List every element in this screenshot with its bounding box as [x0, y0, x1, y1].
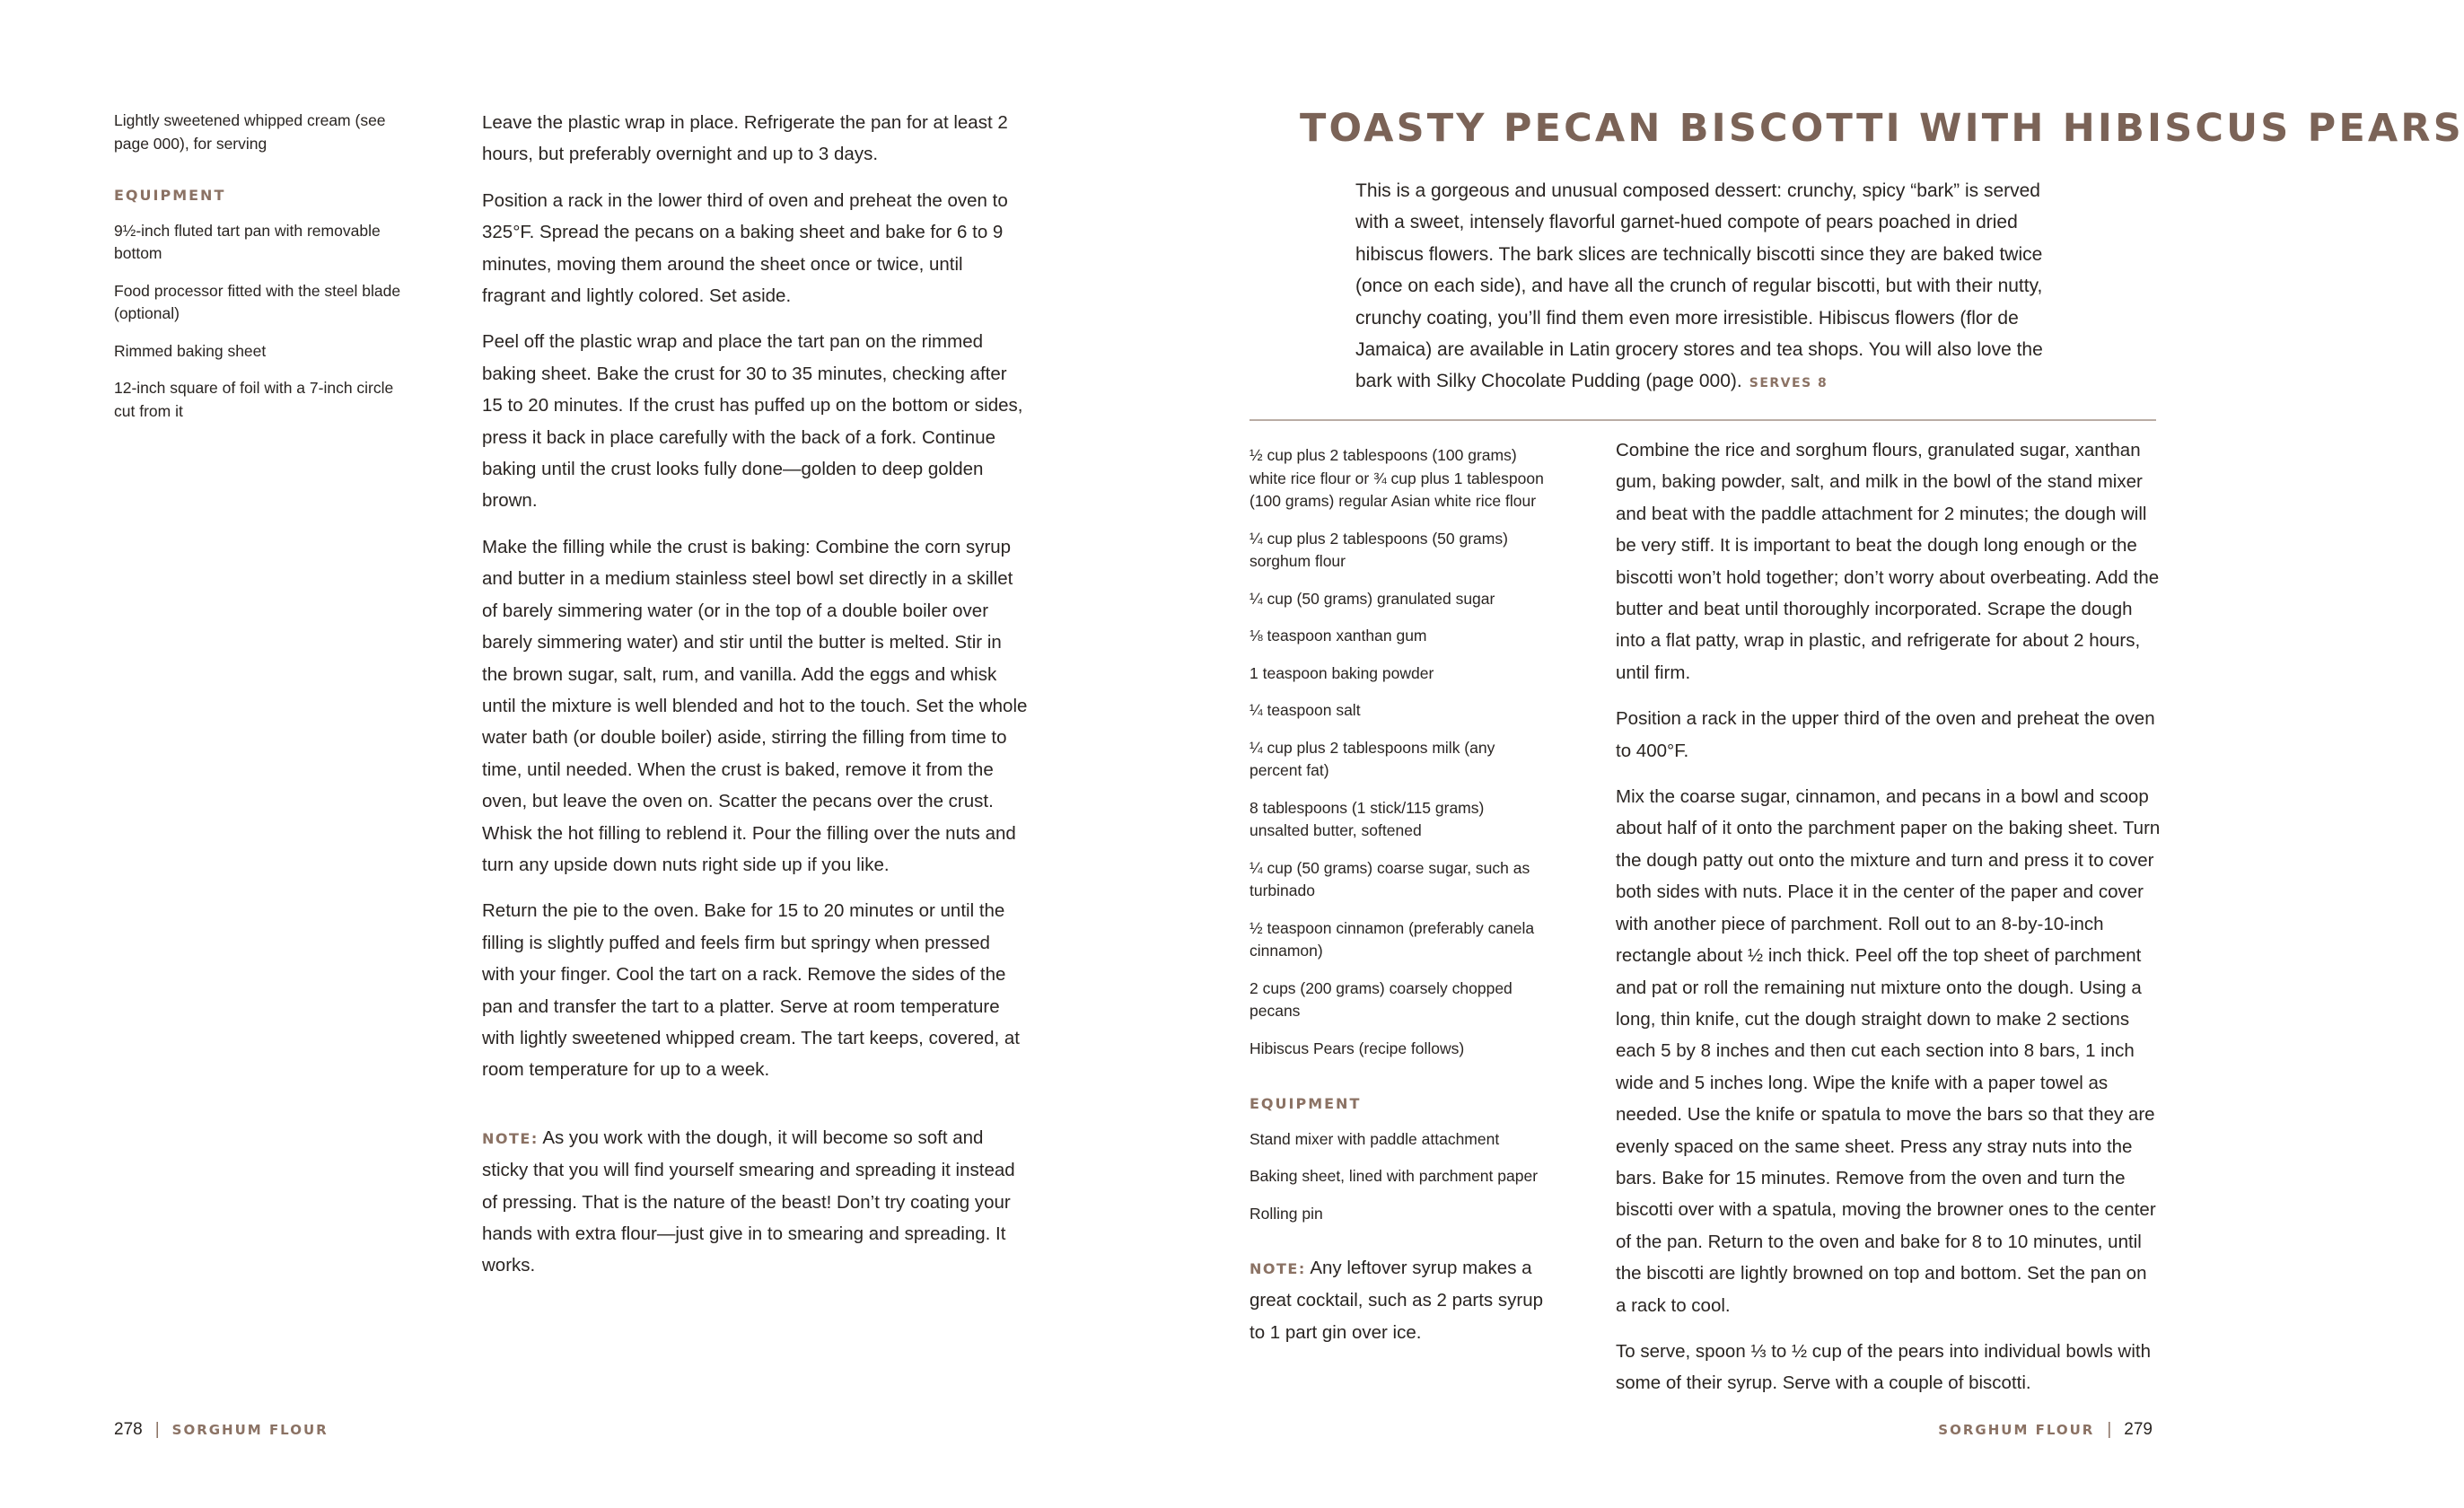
footer-separator: | [2107, 1420, 2112, 1439]
method-step: Combine the rice and sorghum flours, granulated sugar, xanthan gum, baking powder, salt, and milk in the bowl of the stand mixer and beat with the paddle attachment for 2 minutes; the dough will be very stiff. It is important to beat the dough long enough or the biscotti won’t hold together; don’t worry about overbeating. Add the butter and beat until thoroughly incorporated. Scrape the dough into a flat patty, wrap in plastic, and refrigerate for about 2 hours, until firm. [1616, 440, 2160, 683]
equipment-item: Stand mixer with paddle attachment [1250, 1129, 1500, 1148]
left-ingredients-column [114, 110, 415, 437]
recipe-intro [1355, 175, 2063, 400]
equipment-item: Baking sheet, lined with parchment paper [1250, 1167, 1539, 1185]
method-step: Make the filling while the crust is baking: Combine the corn syrup and butter in a medium stainless steel bowl set directly in a skillet of barely simmering water (or in the top of a double boiler over barely simmering water) and stir until the butter is melted. Stir in the brown sugar, salt, rum, and vanilla. Add the eggs and whisk until the mixture is well blended and hot to the touch. Set the whole water bath (or double boiler) aside, stirring the filling from time to time, until needed. When the crust is baked, remove it from the oven, but leave the oven on. Scatter the pecans over the crust. Whisk the hot filling to reblend it. Pour the filling over the nuts and turn any upside down nuts right side up if you like. [482, 536, 1028, 875]
note-text: Any leftover syrup makes a great cocktail, such as 2 parts syrup to 1 part gin over ice. [1250, 1258, 1544, 1343]
ingredient-item: ½ teaspoon cinnamon (preferably canela cinnamon) [1250, 918, 1535, 960]
left-footer [114, 1420, 329, 1440]
page-number: 279 [2124, 1420, 2153, 1439]
note-label: NOTE: [482, 1129, 539, 1147]
serves-label: SERVES 8 [1749, 376, 1828, 391]
method-step: Return the pie to the oven. Bake for 15 to 20 minutes or until the filling is slightly puffed and feels firm but springy when pressed with your finger. Cool the tart on a rack. Remove the sides of the pan and transfer the tart to a platter. Serve at room temperature with lightly sweetened whipped cream. The tart keeps, covered, at room temperature for up to a week. [482, 900, 1020, 1081]
left-method-column [482, 107, 1028, 1296]
method-step: Leave the plastic wrap in place. Refrigerate the pan for at least 2 hours, but preferably overnight and up to 3 days. [482, 112, 1008, 165]
equipment-heading: EQUIPMENT [114, 187, 226, 204]
section-name: SORGHUM FLOUR [1938, 1422, 2095, 1438]
section-name: SORGHUM FLOUR [171, 1422, 329, 1438]
right-footer [1938, 1420, 2153, 1440]
ingredient-item: ¼ cup plus 2 tablespoons milk (any percent fat) [1250, 738, 1495, 779]
ingredient-item: 2 cups (200 grams) coarsely chopped pecans [1250, 978, 1513, 1020]
ingredient-item: ¼ cup plus 2 tablespoons (50 grams) sorghum flour [1250, 529, 1508, 570]
method-step: Mix the coarse sugar, cinnamon, and pecans in a bowl and scoop about half of it onto the parchment paper on the baking sheet. Turn the dough patty out onto the mixture and turn and press it to cover both sides with nuts. Place it in the center of the paper and cover with another piece of parchment. Roll out to an 8-by-10-inch rectangle about ½ inch thick. Peel off the top sheet of parchment and pat or roll the remaining nut mixture onto the dough. Using a long, thin knife, cut the dough straight down to make 2 sections each 5 by 8 inches and then cut each section into 8 bars, 1 inch wide and 5 inches long. Wipe the knife with a paper towel as needed. Use the knife or spatula to move the bars so that they are evenly spaced on the same sheet. Press any stray nuts into the bars. Bake for 15 minutes. Remove from the oven and turn the biscotti over with a spatula, moving the browner ones to the center of the pan. Return to the oven and bake for 8 to 10 minutes, until the biscotti are lightly browned on top and bottom. Set the pan on a rack to cool. [1616, 786, 2161, 1316]
note [1250, 1252, 1555, 1348]
equipment-item: 9½-inch fluted tart pan with removable bottom [114, 221, 381, 262]
divider-rule [1250, 419, 2156, 421]
ingredient-item: ½ cup plus 2 tablespoons (100 grams) white rice flour or ¾ cup plus 1 tablespoon (100 grams) regular Asian white rice flour [1250, 446, 1544, 510]
equipment-item: 12-inch square of foil with a 7-inch circle cut from it [114, 379, 394, 420]
equipment-item: Food processor fitted with the steel blade (optional) [114, 281, 401, 322]
ingredient-item: 8 tablespoons (1 stick/115 grams) unsalted butter, softened [1250, 798, 1485, 839]
ingredient-item: ⅛ teaspoon xanthan gum [1250, 627, 1427, 644]
ingredient-item: Lightly sweetened whipped cream (see page 000), for serving [114, 111, 386, 153]
method-step: Position a rack in the upper third of the oven and preheat the oven to 400°F. [1616, 708, 2155, 761]
footer-separator: | [154, 1420, 160, 1439]
ingredient-item: 1 teaspoon baking powder [1250, 663, 1434, 682]
right-method-column [1616, 434, 2161, 1414]
ingredient-item: ¼ cup (50 grams) coarse sugar, such as turbinado [1250, 858, 1530, 899]
note [482, 1122, 1028, 1282]
right-ingredients-column [1250, 444, 1546, 1348]
note-text: As you work with the dough, it will become so soft and sticky that you will find yourself smearing and spreading it instead of pressing. That is the nature of the beast! Don’t try coating your hands with extra flour—just give in to smearing and spreading. It works. [482, 1127, 1015, 1276]
equipment-item: Rimmed baking sheet [114, 341, 267, 360]
equipment-heading: EQUIPMENT [1250, 1095, 1362, 1112]
method-step: Peel off the plastic wrap and place the tart pan on the rimmed baking sheet. Bake the crust for 30 to 35 minutes, checking after 15 to 20 minutes. If the crust has puffed up on the bottom or sides, press it back in place carefully with the back of a fork. Continue baking until the crust looks fully done—golden to deep golden brown. [482, 331, 1023, 512]
method-step: Position a rack in the lower third of oven and preheat the oven to 325°F. Spread the pecans on a baking sheet and bake for 6 to 9 minutes, moving them around the sheet once or twice, until fragrant and lightly colored. Set aside. [482, 189, 1008, 307]
ingredient-item: ¼ teaspoon salt [1250, 701, 1361, 719]
recipe-title: TOASTY PECAN BISCOTTI WITH HIBISCUS PEARS [1300, 106, 2464, 151]
note-label: NOTE: [1250, 1260, 1306, 1277]
intro-text: This is a gorgeous and unusual composed dessert: crunchy, spicy “bark” is served with a sweet, intensely flavorful garnet-hued compote of pears poached in dried hibiscus flowers. The bark slices are technically biscotti since they are baked twice (once on each side), and have all the crunch of regular biscotti, but with their nutty, crunchy coating, you’ll find them even more irresistible. Hibiscus flowers (flor de Jamaica) are available in Latin grocery stores and tea shops. You will also love the bark with Silky Chocolate Pudding (page 000). [1355, 180, 2043, 392]
ingredient-item: Hibiscus Pears (recipe follows) [1250, 1039, 1465, 1057]
ingredient-item: ¼ cup (50 grams) granulated sugar [1250, 589, 1495, 608]
method-step: To serve, spoon ⅓ to ½ cup of the pears into individual bowls with some of their syrup. Serve with a couple of biscotti. [1616, 1340, 2151, 1394]
page-number: 278 [114, 1420, 143, 1439]
equipment-item: Rolling pin [1250, 1204, 1323, 1223]
